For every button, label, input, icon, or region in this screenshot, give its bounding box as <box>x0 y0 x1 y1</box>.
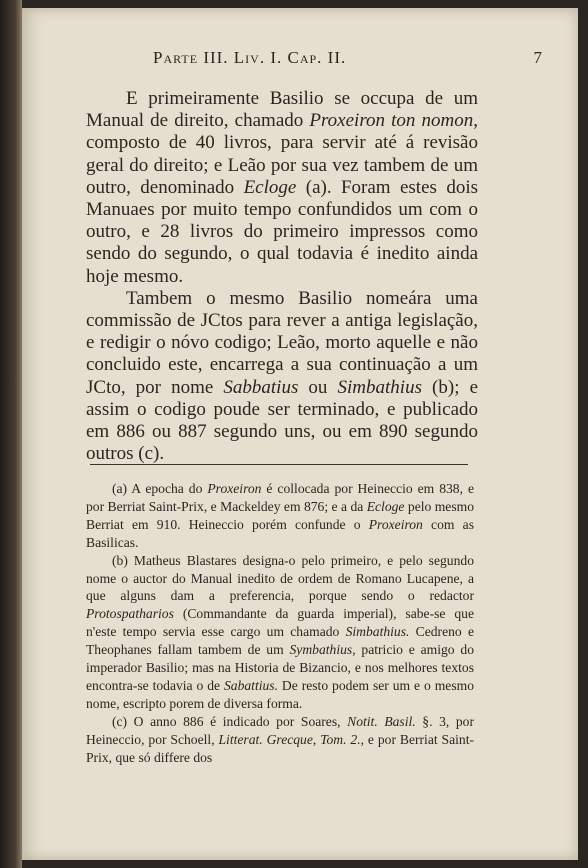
paragraph: E primeiramente Basilio se occupa de um Manual de direito, chamado Proxeiron ton nomon, composto de 40 livros, para servir até á revisão geral do direito; e Leão por sua vez tambem de um outro, denominado Ecloge (a). Foram estes dois Manuaes por muito tempo confundidos um com o outro, e 28 livros do primeiro impressos como sendo do segundo, o qual todavia é inedito ainda hoje mesmo. <box>86 88 478 287</box>
footnote-c: (c) O anno 886 é indicado por Soares, Notit. Basil. §. 3, por Heineccio, por Schoell, Litterat. Grecque, Tom. 2., e por Berriat Saint-Prix, que só differe dos <box>86 713 474 765</box>
paragraph: Tambem o mesmo Basilio nomeára uma commissão de JCtos para rever a antiga legislação, e redigir o nóvo codigo; Leão, morto aquelle e não concluido este, encarrega a sua continuação a um JCto, por nome Sabbatius ou Simbathius (b); e assim o codigo poude ser terminado, e publicado em 886 ou 887 segundo uns, ou em 890 segundo outros (c). <box>86 287 479 465</box>
page-number: 7 <box>533 48 543 67</box>
footnote-b: (b) Matheus Blastares designa-o pelo primeiro, e pelo segundo nome o auctor do Manual inedito de ordem de Romano Lucapene, a que alguns dam a preferencia, porque sendo o redactor Protospatharios (Commandante da guarda imperial), sabe-se que n'este tempo servia esse cargo um chamado Simbathius. Cedreno e Theophanes fallam tambem de um Symbathius, patricio e amigo do imperador Basilio; mas na Historia de Bizancio, e nos melhores textos encontra-se todavia o de Sabattius. De resto podem ser um e o mesmo nome, escripto porem de diversa forma. <box>86 552 474 711</box>
footnote-a: (a) A epocha do Proxeiron é collocada por Heineccio em 838, e por Berriat Saint-Prix, e Mackeldey em 876; e a da Ecloge pelo mesmo Berriat em 910. Heineccio porém confunde o Proxeiron com as Basilicas. <box>86 481 474 550</box>
footnotes <box>86 480 474 767</box>
footnote-separator-rule <box>90 464 468 465</box>
main-text <box>86 88 478 465</box>
book-spine-shadow <box>0 0 22 868</box>
running-head: Parte III. Liv. I. Cap. II. <box>153 48 347 67</box>
